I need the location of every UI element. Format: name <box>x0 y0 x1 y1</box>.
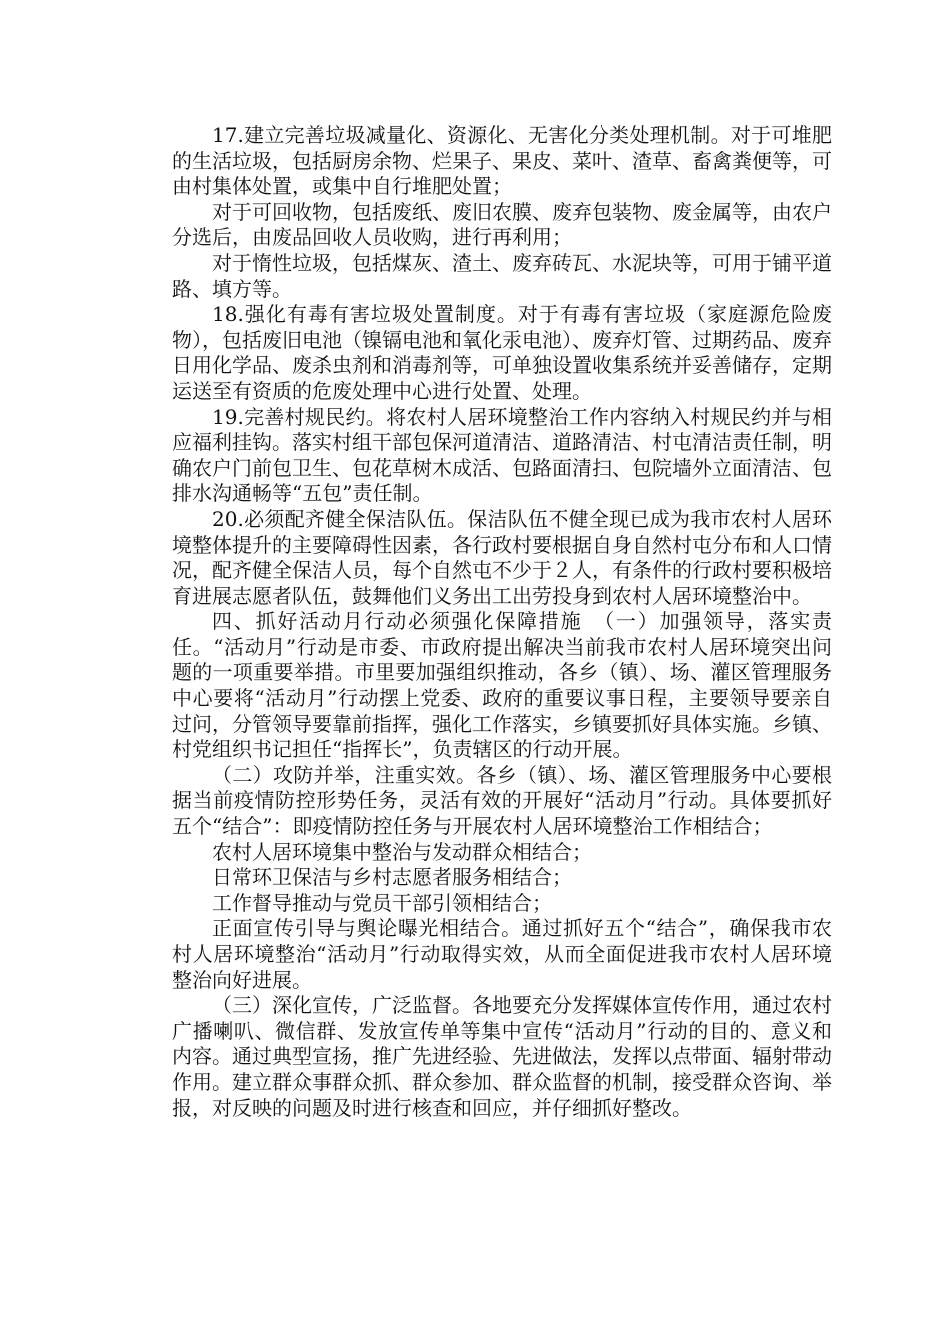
paragraph-combination-volunteers: 日常环卫保洁与乡村志愿者服务相结合； <box>212 865 572 890</box>
paragraph-section-two-effectiveness: （二）攻防并举，注重实效。各乡（镇）、场、灌区管理服务中心要根据当前疫情防控形势任务，灵活有效的开展好“活动月”行动。具体要抓好五个“结合”：即疫情防控任务与开展农村人居环境整治工作相结合； <box>172 762 832 839</box>
paragraph-18-hazardous-waste: 18.强化有毒有害垃圾处置制度。对于有毒有害垃圾（家庭源危险废物），包括废旧电池（镍镉电池和氧化汞电池）、废弃灯管、过期药品、废弃日用化学品、废杀虫剂和消毒剂等，可单独设置收集系统并妥善储存，定期运送至有资质的危废处理中心进行处置、处理。 <box>172 302 832 403</box>
document-body <box>172 123 832 1121</box>
paragraph-recyclables: 对于可回收物，包括废纸、废旧农膜、废弃包装物、废金属等，由农户分选后，由废品回收人员收购，进行再利用； <box>172 199 832 250</box>
paragraph-combination-publicity: 正面宣传引导与舆论曝光相结合。通过抓好五个“结合”，确保我市农村人居环境整治“活动月”行动取得实效，从而全面促进我市农村人居环境整治向好进展。 <box>172 916 832 992</box>
paragraph-section-four-leadership: 四、抓好活动月行动必须强化保障措施 （一）加强领导，落实责任。“活动月”行动是市委、市政府提出解决当前我市农村人居环境突出问题的一项重要举措。市里要加强组织推动，各乡（镇）、场、灌区管理服务中心要将“活动月”行动摆上党委、政府的重要议事日程，主要领导要亲自过问，分管领导要靠前指挥，强化工作落实，乡镇要抓好具体实施。乡镇、村党组织书记担任“指挥长”，负责辖区的行动开展。 <box>172 609 832 762</box>
paragraph-inert-waste: 对于惰性垃圾，包括煤灰、渣土、废弃砖瓦、水泥块等，可用于铺平道路、填方等。 <box>172 250 832 301</box>
paragraph-19-village-rules: 19.完善村规民约。将农村人居环境整治工作内容纳入村规民约并与相应福利挂钩。落实村组干部包保河道清洁、道路清洁、村屯清洁责任制，明确农户门前包卫生、包花草树木成活、包路面清扫、包院墙外立面清洁、包排水沟通畅等“五包”责任制。 <box>172 404 832 506</box>
paragraph-combination-mobilization: 农村人居环境集中整治与发动群众相结合； <box>212 839 592 864</box>
paragraph-combination-party-members: 工作督导推动与党员干部引领相结合； <box>212 890 552 915</box>
paragraph-20-cleaning-team: 20.必须配齐健全保洁队伍。保洁队伍不健全现已成为我市农村人居环境整体提升的主要障碍性因素，各行政村要根据自身自然村屯分布和人口情况，配齐健全保洁人员，每个自然屯不少于２人，有条件的行政村要积极培育进展志愿者队伍，鼓舞他们义务出工出劳投身到农村人居环境整治中。 <box>172 506 832 608</box>
paragraph-section-three-supervision: （三）深化宣传，广泛监督。各地要充分发挥媒体宣传作用，通过农村广播喇叭、微信群、发放宣传单等集中宣传“活动月”行动的目的、意义和内容。通过典型宣扬，推广先进经验、先进做法，发挥以点带面、辐射带动作用。建立群众事群众抓、群众参加、群众监督的机制，接受群众咨询、举报，对反映的问题及时进行核查和回应，并仔细抓好整改。 <box>172 993 832 1120</box>
paragraph-17-waste-classification: 17.建立完善垃圾减量化、资源化、无害化分类处理机制。对于可堆肥的生活垃圾，包括厨房余物、烂果子、果皮、菜叶、渣草、畜禽粪便等，可由村集体处置，或集中自行堆肥处置； <box>172 123 832 199</box>
